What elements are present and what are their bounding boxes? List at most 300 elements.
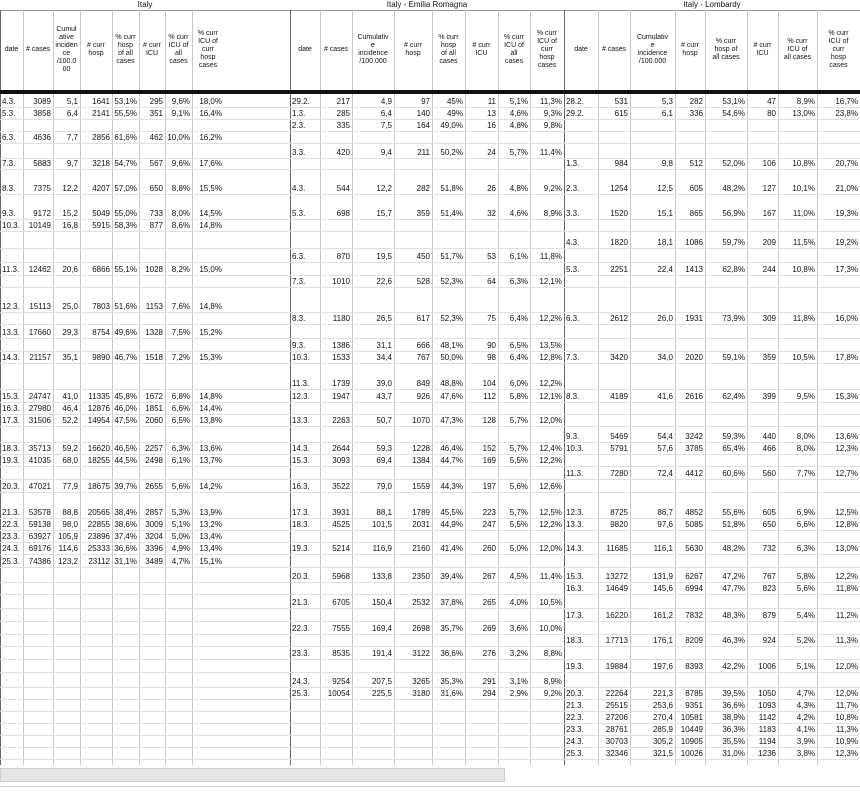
- table-cell-italy[interactable]: 57,0%: [114, 184, 137, 193]
- table-cell-lombardy[interactable]: 11,0%: [792, 209, 815, 218]
- table-cell-italy[interactable]: 52,2: [62, 416, 78, 425]
- table-cell-lombardy[interactable]: 1142: [758, 713, 776, 722]
- table-cell-emilia[interactable]: 21.3.: [292, 598, 310, 607]
- table-cell-lombardy[interactable]: 23,8%: [835, 109, 858, 118]
- table-cell-italy[interactable]: 38,6%: [114, 520, 137, 529]
- table-cell-italy[interactable]: 7,7: [66, 133, 78, 142]
- table-cell-lombardy[interactable]: 10,8%: [835, 713, 858, 722]
- table-cell-emilia[interactable]: 4,5%: [509, 572, 528, 581]
- table-cell-emilia[interactable]: 2532: [412, 598, 430, 607]
- table-cell-italy[interactable]: 15,1%: [199, 557, 222, 566]
- table-cell-emilia[interactable]: 15,7: [376, 209, 392, 218]
- table-cell-italy[interactable]: 13,8%: [199, 416, 222, 425]
- table-cell-emilia[interactable]: 25.3.: [292, 689, 310, 698]
- table-cell-lombardy[interactable]: 12,0%: [835, 662, 858, 671]
- table-cell-emilia[interactable]: 50,7: [376, 416, 392, 425]
- table-cell-italy[interactable]: 4,9%: [171, 544, 190, 553]
- table-cell-emilia[interactable]: 285: [336, 109, 350, 118]
- table-cell-lombardy[interactable]: 466: [762, 444, 776, 453]
- table-cell-lombardy[interactable]: 732: [762, 544, 776, 553]
- table-cell-italy[interactable]: 1518: [145, 353, 163, 362]
- table-cell-lombardy[interactable]: 8209: [685, 636, 703, 645]
- table-cell-lombardy[interactable]: 7280: [610, 469, 628, 478]
- table-cell-lombardy[interactable]: 15.3.: [566, 572, 584, 581]
- table-cell-lombardy[interactable]: 31,0%: [722, 749, 745, 758]
- table-cell-italy[interactable]: 13,2%: [199, 520, 222, 529]
- table-cell-emilia[interactable]: 1386: [332, 341, 350, 350]
- table-cell-lombardy[interactable]: 1413: [685, 265, 703, 274]
- table-cell-lombardy[interactable]: 3,8%: [796, 749, 815, 758]
- table-cell-italy[interactable]: 39,7%: [114, 482, 137, 491]
- table-cell-lombardy[interactable]: 53,1%: [722, 97, 745, 106]
- table-cell-italy[interactable]: 351: [149, 109, 163, 118]
- table-cell-italy[interactable]: 14954: [87, 416, 110, 425]
- table-cell-lombardy[interactable]: 321,5: [652, 749, 673, 758]
- table-cell-lombardy[interactable]: 60,6%: [722, 469, 745, 478]
- table-cell-emilia[interactable]: 13,5%: [539, 341, 562, 350]
- table-cell-emilia[interactable]: 666: [416, 341, 430, 350]
- table-cell-lombardy[interactable]: 865: [689, 209, 703, 218]
- table-cell-emilia[interactable]: 128: [482, 416, 496, 425]
- table-cell-emilia[interactable]: 1180: [332, 314, 350, 323]
- table-cell-italy[interactable]: 12,2: [62, 184, 78, 193]
- table-cell-emilia[interactable]: 217: [336, 97, 350, 106]
- table-cell-emilia[interactable]: 4.3.: [292, 184, 306, 193]
- table-cell-emilia[interactable]: 5,1%: [509, 97, 528, 106]
- table-cell-emilia[interactable]: 260: [482, 544, 496, 553]
- table-cell-lombardy[interactable]: 13,6%: [835, 432, 858, 441]
- table-cell-emilia[interactable]: 10054: [327, 689, 350, 698]
- table-cell-italy[interactable]: 27980: [28, 404, 51, 413]
- table-cell-italy[interactable]: 1672: [145, 392, 163, 401]
- table-cell-emilia[interactable]: 150,4: [371, 598, 392, 607]
- table-cell-lombardy[interactable]: 25.3.: [566, 749, 584, 758]
- table-cell-emilia[interactable]: 19,5: [376, 252, 392, 261]
- table-cell-emilia[interactable]: 15.3.: [292, 456, 310, 465]
- table-cell-italy[interactable]: 14,8%: [199, 221, 222, 230]
- table-cell-italy[interactable]: 8,0%: [171, 209, 190, 218]
- table-cell-lombardy[interactable]: 8725: [610, 508, 628, 517]
- table-cell-lombardy[interactable]: 106: [762, 159, 776, 168]
- table-cell-lombardy[interactable]: 605: [762, 508, 776, 517]
- table-cell-emilia[interactable]: 51,4%: [440, 209, 463, 218]
- table-cell-emilia[interactable]: 31,6%: [440, 689, 463, 698]
- table-cell-lombardy[interactable]: 924: [762, 636, 776, 645]
- table-cell-emilia[interactable]: 3265: [412, 677, 430, 686]
- table-cell-emilia[interactable]: 35,7%: [440, 624, 463, 633]
- table-cell-italy[interactable]: 733: [149, 209, 163, 218]
- table-cell-lombardy[interactable]: 16,0%: [835, 314, 858, 323]
- table-cell-italy[interactable]: 9890: [92, 353, 110, 362]
- table-cell-italy[interactable]: 19.3.: [2, 456, 20, 465]
- table-cell-lombardy[interactable]: 127: [762, 184, 776, 193]
- table-cell-lombardy[interactable]: 650: [762, 520, 776, 529]
- table-cell-emilia[interactable]: 698: [336, 209, 350, 218]
- table-cell-italy[interactable]: 11.3.: [2, 265, 20, 274]
- table-cell-italy[interactable]: 8754: [92, 328, 110, 337]
- table-cell-lombardy[interactable]: 309: [762, 314, 776, 323]
- table-cell-lombardy[interactable]: 19,2%: [835, 238, 858, 247]
- table-cell-emilia[interactable]: 9,3%: [543, 109, 562, 118]
- table-cell-italy[interactable]: 13,4%: [199, 532, 222, 541]
- table-cell-emilia[interactable]: 2350: [412, 572, 430, 581]
- table-cell-lombardy[interactable]: 5469: [610, 432, 628, 441]
- table-cell-emilia[interactable]: 24: [487, 148, 496, 157]
- table-cell-emilia[interactable]: 47,6%: [440, 392, 463, 401]
- table-cell-lombardy[interactable]: 29.2.: [566, 109, 584, 118]
- table-cell-lombardy[interactable]: 38,9%: [722, 713, 745, 722]
- table-cell-italy[interactable]: 15113: [29, 302, 51, 311]
- table-cell-emilia[interactable]: 11,8%: [539, 252, 562, 261]
- table-cell-italy[interactable]: 3489: [145, 557, 163, 566]
- table-cell-italy[interactable]: 1851: [145, 404, 163, 413]
- table-cell-lombardy[interactable]: 4852: [685, 508, 703, 517]
- table-cell-emilia[interactable]: 34,4: [376, 353, 392, 362]
- table-cell-lombardy[interactable]: 131,9: [652, 572, 673, 581]
- table-cell-italy[interactable]: 13.3.: [2, 328, 20, 337]
- table-cell-emilia[interactable]: 2263: [332, 416, 350, 425]
- table-cell-emilia[interactable]: 223: [482, 508, 496, 517]
- table-cell-italy[interactable]: 16.3.: [2, 404, 20, 413]
- table-cell-italy[interactable]: 16,8: [62, 221, 78, 230]
- table-cell-lombardy[interactable]: 1093: [758, 701, 776, 710]
- table-cell-lombardy[interactable]: 11685: [606, 544, 628, 553]
- table-cell-emilia[interactable]: 47,3%: [440, 416, 463, 425]
- table-cell-emilia[interactable]: 45,5%: [440, 508, 463, 517]
- table-cell-emilia[interactable]: 3.3.: [292, 148, 306, 157]
- table-cell-emilia[interactable]: 17.3.: [292, 508, 310, 517]
- table-cell-lombardy[interactable]: 167: [762, 209, 776, 218]
- table-cell-lombardy[interactable]: 1520: [610, 209, 628, 218]
- table-cell-lombardy[interactable]: 28.2.: [566, 97, 584, 106]
- table-cell-lombardy[interactable]: 97,6: [657, 520, 673, 529]
- table-cell-lombardy[interactable]: 11,7%: [835, 701, 858, 710]
- table-cell-italy[interactable]: 462: [149, 133, 163, 142]
- table-cell-italy[interactable]: 3396: [145, 544, 163, 553]
- table-cell-lombardy[interactable]: 19.3.: [566, 662, 584, 671]
- table-cell-italy[interactable]: 10,0%: [167, 133, 190, 142]
- table-cell-lombardy[interactable]: 11,5%: [792, 238, 815, 247]
- table-cell-emilia[interactable]: 29.2.: [292, 97, 310, 106]
- table-cell-emilia[interactable]: 12,2%: [539, 456, 562, 465]
- table-cell-italy[interactable]: 15,5%: [199, 184, 222, 193]
- table-cell-emilia[interactable]: 32: [487, 209, 496, 218]
- table-cell-lombardy[interactable]: 15,3%: [835, 392, 858, 401]
- table-cell-emilia[interactable]: 3931: [332, 508, 350, 517]
- table-cell-emilia[interactable]: 1384: [412, 456, 430, 465]
- table-cell-italy[interactable]: 31506: [28, 416, 51, 425]
- table-cell-italy[interactable]: 41,0: [62, 392, 78, 401]
- table-cell-italy[interactable]: 295: [149, 97, 163, 106]
- table-cell-emilia[interactable]: 19.3.: [292, 544, 310, 553]
- table-cell-italy[interactable]: 5,3%: [171, 508, 190, 517]
- table-cell-italy[interactable]: 46,7%: [114, 353, 137, 362]
- table-cell-lombardy[interactable]: 17713: [605, 636, 628, 645]
- table-cell-italy[interactable]: 46,4: [62, 404, 78, 413]
- table-cell-lombardy[interactable]: 3242: [685, 432, 703, 441]
- table-cell-lombardy[interactable]: 42,2%: [722, 662, 745, 671]
- table-cell-italy[interactable]: 650: [149, 184, 163, 193]
- table-cell-emilia[interactable]: 267: [482, 572, 496, 581]
- table-cell-italy[interactable]: 22855: [87, 520, 110, 529]
- table-cell-emilia[interactable]: 26: [487, 184, 496, 193]
- table-cell-lombardy[interactable]: 17,8%: [835, 353, 858, 362]
- table-cell-italy[interactable]: 55,0%: [114, 209, 137, 218]
- table-cell-emilia[interactable]: 23.3.: [292, 649, 310, 658]
- table-cell-italy[interactable]: 23.3.: [2, 532, 20, 541]
- table-cell-italy[interactable]: 10149: [28, 221, 51, 230]
- table-cell-lombardy[interactable]: 10581: [680, 713, 703, 722]
- table-cell-italy[interactable]: 7375: [33, 184, 51, 193]
- table-cell-emilia[interactable]: 197: [482, 482, 496, 491]
- table-cell-lombardy[interactable]: 19,3%: [835, 209, 858, 218]
- table-cell-lombardy[interactable]: 22264: [605, 689, 628, 698]
- table-cell-emilia[interactable]: 4525: [332, 520, 350, 529]
- table-cell-italy[interactable]: 24747: [28, 392, 51, 401]
- table-cell-emilia[interactable]: 75: [487, 314, 496, 323]
- table-cell-italy[interactable]: 20,6: [62, 265, 78, 274]
- table-cell-italy[interactable]: 12876: [87, 404, 110, 413]
- table-cell-lombardy[interactable]: 57,6: [657, 444, 673, 453]
- table-cell-emilia[interactable]: 3,2%: [509, 649, 528, 658]
- table-cell-emilia[interactable]: 450: [416, 252, 430, 261]
- horizontal-scrollbar[interactable]: [0, 768, 505, 782]
- table-cell-italy[interactable]: 6,3%: [171, 444, 190, 453]
- table-cell-emilia[interactable]: 10,0%: [539, 624, 562, 633]
- table-cell-emilia[interactable]: 335: [336, 121, 350, 130]
- table-cell-lombardy[interactable]: 65,4%: [722, 444, 745, 453]
- table-cell-lombardy[interactable]: 3.3.: [566, 209, 580, 218]
- table-cell-lombardy[interactable]: 39,5%: [722, 689, 745, 698]
- table-cell-italy[interactable]: 123,2: [57, 557, 78, 566]
- table-cell-emilia[interactable]: 9254: [332, 677, 350, 686]
- table-cell-italy[interactable]: 7,6%: [171, 302, 190, 311]
- table-cell-italy[interactable]: 15.3.: [2, 392, 20, 401]
- table-cell-italy[interactable]: 4636: [33, 133, 51, 142]
- table-cell-emilia[interactable]: 5,6%: [509, 482, 528, 491]
- table-cell-emilia[interactable]: 12,8%: [539, 353, 562, 362]
- table-cell-emilia[interactable]: 36,6%: [440, 649, 463, 658]
- table-cell-emilia[interactable]: 50,2%: [440, 148, 463, 157]
- table-cell-emilia[interactable]: 22.3.: [292, 624, 310, 633]
- table-cell-emilia[interactable]: 8.3.: [292, 314, 306, 323]
- table-cell-italy[interactable]: 8,2%: [171, 265, 190, 274]
- table-cell-lombardy[interactable]: 10,8%: [792, 159, 815, 168]
- table-cell-italy[interactable]: 63927: [28, 532, 51, 541]
- table-cell-italy[interactable]: 8,8%: [171, 184, 190, 193]
- table-cell-lombardy[interactable]: 5630: [685, 544, 703, 553]
- table-cell-lombardy[interactable]: 560: [762, 469, 776, 478]
- table-cell-lombardy[interactable]: 1931: [685, 314, 703, 323]
- table-cell-lombardy[interactable]: 9820: [610, 520, 628, 529]
- table-cell-emilia[interactable]: 169: [482, 456, 496, 465]
- table-cell-lombardy[interactable]: 1254: [610, 184, 628, 193]
- table-cell-emilia[interactable]: 140: [416, 109, 430, 118]
- table-cell-lombardy[interactable]: 512: [689, 159, 703, 168]
- table-cell-lombardy[interactable]: 8.3.: [566, 392, 580, 401]
- table-cell-italy[interactable]: 13,7%: [199, 456, 222, 465]
- table-cell-italy[interactable]: 61,6%: [114, 133, 137, 142]
- table-cell-italy[interactable]: 20.3.: [2, 482, 20, 491]
- table-cell-emilia[interactable]: 53: [487, 252, 496, 261]
- table-cell-lombardy[interactable]: 14.3.: [566, 544, 584, 553]
- table-cell-emilia[interactable]: 269: [482, 624, 496, 633]
- table-cell-italy[interactable]: 9.3.: [2, 209, 16, 218]
- table-cell-emilia[interactable]: 6,0%: [509, 379, 528, 388]
- table-cell-italy[interactable]: 18255: [87, 456, 110, 465]
- table-cell-italy[interactable]: 2060: [145, 416, 163, 425]
- table-cell-lombardy[interactable]: 16,7%: [835, 97, 858, 106]
- table-cell-emilia[interactable]: 169,4: [371, 624, 392, 633]
- table-cell-lombardy[interactable]: 72,4: [657, 469, 673, 478]
- table-cell-lombardy[interactable]: 7,7%: [796, 469, 815, 478]
- table-cell-lombardy[interactable]: 86,7: [657, 508, 673, 517]
- table-cell-lombardy[interactable]: 55,6%: [722, 508, 745, 517]
- table-cell-emilia[interactable]: 44,7%: [440, 456, 463, 465]
- table-cell-italy[interactable]: 6866: [92, 265, 110, 274]
- table-cell-emilia[interactable]: 101,5: [371, 520, 392, 529]
- table-cell-italy[interactable]: 14,8%: [199, 392, 222, 401]
- table-cell-emilia[interactable]: 8,9%: [543, 209, 562, 218]
- table-cell-italy[interactable]: 22.3.: [2, 520, 20, 529]
- table-cell-italy[interactable]: 13,9%: [199, 508, 222, 517]
- table-cell-italy[interactable]: 16620: [87, 444, 110, 453]
- table-cell-lombardy[interactable]: 32346: [605, 749, 628, 758]
- table-cell-lombardy[interactable]: 9,5%: [796, 392, 815, 401]
- table-cell-lombardy[interactable]: 62,8%: [722, 265, 745, 274]
- table-cell-italy[interactable]: 47,5%: [114, 416, 137, 425]
- table-cell-emilia[interactable]: 98: [487, 353, 496, 362]
- table-cell-italy[interactable]: 55,5%: [114, 109, 137, 118]
- table-cell-lombardy[interactable]: 6.3.: [566, 314, 580, 323]
- table-cell-emilia[interactable]: 6,5%: [509, 341, 528, 350]
- table-cell-lombardy[interactable]: 10449: [680, 725, 703, 734]
- table-cell-lombardy[interactable]: 6994: [685, 584, 703, 593]
- table-cell-italy[interactable]: 25.3.: [2, 557, 20, 566]
- table-cell-lombardy[interactable]: 10.3.: [566, 444, 584, 453]
- table-cell-lombardy[interactable]: 10,8%: [792, 265, 815, 274]
- table-cell-lombardy[interactable]: 244: [762, 265, 776, 274]
- table-cell-emilia[interactable]: 5,0%: [509, 544, 528, 553]
- table-cell-emilia[interactable]: 18.3.: [292, 520, 310, 529]
- table-cell-emilia[interactable]: 7.3.: [292, 277, 306, 286]
- table-cell-italy[interactable]: 114,6: [58, 544, 78, 553]
- table-cell-italy[interactable]: 38,4%: [114, 508, 137, 517]
- table-cell-italy[interactable]: 567: [149, 159, 163, 168]
- table-cell-lombardy[interactable]: 2612: [610, 314, 628, 323]
- table-cell-emilia[interactable]: 12,6%: [539, 482, 562, 491]
- table-cell-lombardy[interactable]: 11,3%: [835, 725, 858, 734]
- table-cell-emilia[interactable]: 7555: [332, 624, 350, 633]
- table-cell-emilia[interactable]: 5,7%: [509, 148, 528, 157]
- table-cell-emilia[interactable]: 8,8%: [543, 649, 562, 658]
- table-cell-lombardy[interactable]: 359: [762, 353, 776, 362]
- table-cell-emilia[interactable]: 16.3.: [292, 482, 310, 491]
- table-cell-lombardy[interactable]: 6267: [685, 572, 703, 581]
- table-cell-lombardy[interactable]: 9,8: [661, 159, 673, 168]
- table-cell-lombardy[interactable]: 5,6%: [796, 584, 815, 593]
- table-cell-italy[interactable]: 3089: [33, 97, 51, 106]
- table-cell-emilia[interactable]: 20.3.: [292, 572, 310, 581]
- table-cell-italy[interactable]: 12.3.: [2, 302, 20, 311]
- table-cell-lombardy[interactable]: 4,2%: [796, 713, 815, 722]
- table-cell-emilia[interactable]: 1789: [412, 508, 430, 517]
- table-cell-italy[interactable]: 9,1%: [171, 109, 190, 118]
- table-cell-italy[interactable]: 1028: [145, 265, 163, 274]
- table-cell-lombardy[interactable]: 21.3.: [566, 701, 584, 710]
- table-cell-emilia[interactable]: 16: [487, 121, 496, 130]
- table-cell-italy[interactable]: 2857: [145, 508, 163, 517]
- table-cell-lombardy[interactable]: 11.3.: [566, 469, 584, 478]
- table-cell-lombardy[interactable]: 879: [762, 611, 776, 620]
- table-cell-italy[interactable]: 6,1%: [171, 456, 190, 465]
- table-cell-lombardy[interactable]: 12,5: [657, 184, 673, 193]
- table-cell-lombardy[interactable]: 11,2%: [835, 611, 858, 620]
- table-cell-lombardy[interactable]: 23.3.: [566, 725, 584, 734]
- table-cell-emilia[interactable]: 2,9%: [509, 689, 528, 698]
- table-cell-italy[interactable]: 13,4%: [199, 544, 222, 553]
- table-cell-lombardy[interactable]: 285,9: [652, 725, 673, 734]
- table-cell-italy[interactable]: 2655: [145, 482, 163, 491]
- table-cell-lombardy[interactable]: 9351: [685, 701, 703, 710]
- table-cell-lombardy[interactable]: 46,3%: [722, 636, 745, 645]
- table-cell-lombardy[interactable]: 5085: [685, 520, 703, 529]
- table-cell-lombardy[interactable]: 440: [762, 432, 776, 441]
- table-cell-emilia[interactable]: 926: [416, 392, 430, 401]
- table-cell-lombardy[interactable]: 8,0%: [796, 432, 815, 441]
- table-cell-emilia[interactable]: 10,5%: [539, 598, 562, 607]
- table-cell-lombardy[interactable]: 80: [767, 109, 776, 118]
- table-cell-lombardy[interactable]: 36,6%: [722, 701, 745, 710]
- table-cell-emilia[interactable]: 51,8%: [440, 184, 463, 193]
- table-cell-emilia[interactable]: 528: [416, 277, 430, 286]
- table-cell-lombardy[interactable]: 59,3%: [722, 432, 745, 441]
- table-cell-italy[interactable]: 54,7%: [114, 159, 137, 168]
- table-cell-emilia[interactable]: 12,2%: [539, 379, 562, 388]
- table-cell-lombardy[interactable]: 767: [762, 572, 776, 581]
- table-cell-emilia[interactable]: 14.3.: [292, 444, 310, 453]
- table-cell-lombardy[interactable]: 3420: [610, 353, 628, 362]
- table-cell-lombardy[interactable]: 12,5%: [835, 508, 858, 517]
- table-cell-lombardy[interactable]: 1820: [610, 238, 628, 247]
- table-cell-emilia[interactable]: 2698: [412, 624, 430, 633]
- table-cell-emilia[interactable]: 11: [487, 97, 496, 106]
- table-cell-emilia[interactable]: 1.3.: [292, 109, 306, 118]
- table-cell-italy[interactable]: 16,4%: [199, 109, 222, 118]
- table-cell-italy[interactable]: 24.3.: [2, 544, 20, 553]
- table-cell-emilia[interactable]: 6,4%: [509, 314, 528, 323]
- table-cell-italy[interactable]: 4,7%: [171, 557, 190, 566]
- table-cell-italy[interactable]: 9,6%: [171, 97, 190, 106]
- table-cell-lombardy[interactable]: 17,3%: [835, 265, 858, 274]
- table-cell-lombardy[interactable]: 6,3%: [796, 544, 815, 553]
- table-cell-emilia[interactable]: 3,1%: [509, 677, 528, 686]
- table-cell-emilia[interactable]: 44,3%: [440, 482, 463, 491]
- table-cell-emilia[interactable]: 291: [482, 677, 496, 686]
- table-cell-lombardy[interactable]: 54,4: [657, 432, 673, 441]
- table-cell-emilia[interactable]: 294: [482, 689, 496, 698]
- table-cell-emilia[interactable]: 164: [416, 121, 430, 130]
- table-cell-emilia[interactable]: 9,2%: [543, 184, 562, 193]
- table-cell-emilia[interactable]: 6,4%: [509, 353, 528, 362]
- table-cell-emilia[interactable]: 6,3%: [509, 277, 528, 286]
- table-cell-italy[interactable]: 46,0%: [114, 404, 137, 413]
- table-cell-italy[interactable]: 55,1%: [114, 265, 137, 274]
- table-cell-lombardy[interactable]: 10905: [680, 737, 703, 746]
- table-cell-emilia[interactable]: 1739: [332, 379, 350, 388]
- table-cell-lombardy[interactable]: 4.3.: [566, 238, 580, 247]
- table-cell-lombardy[interactable]: 4,7%: [796, 689, 815, 698]
